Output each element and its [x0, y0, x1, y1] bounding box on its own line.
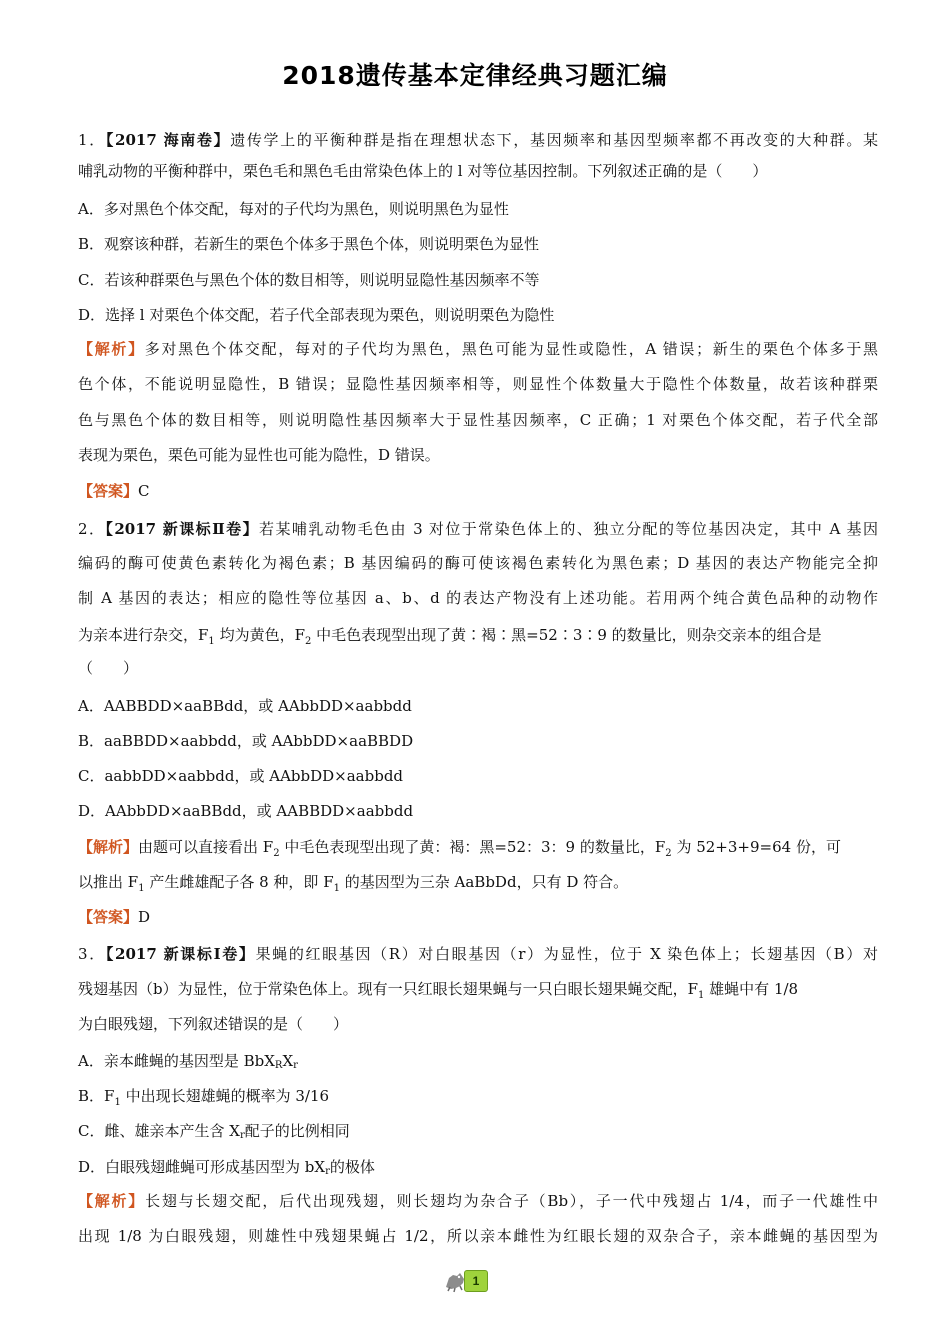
x-chromosome: X [282, 1052, 294, 1070]
q3-stem-text-1: 果蝇的红眼基因（R）对白眼基因（r）为显性，位于 X 染色体上；长翅基因（B）对 [255, 945, 878, 963]
r-subscript: R [274, 1060, 283, 1071]
q3-option-d-text: D．白眼残翅雌蝇可形成基因型为 bX [78, 1158, 326, 1176]
f1-subscript: 1 [114, 1097, 121, 1108]
q3-option-d [78, 1154, 878, 1180]
q2-stem-line-4 [78, 622, 878, 648]
q3-stem-text-2a: 残翅基因（b）为显性，位于常染色体上。现有一只红眼长翅果蝇与一只白眼长翅果蝇交配，F [78, 980, 699, 998]
q1-stem-line-1 [78, 127, 878, 153]
q1-answer-value: C [138, 482, 150, 500]
q3-option-c-text: C．雌、雄亲本产生含 X [78, 1122, 240, 1140]
q2-number: 2． [78, 520, 106, 538]
q2-answer [78, 904, 878, 930]
q3-stem-line-3: 为白眼残翅，下列叙述错误的是（ ） [78, 1015, 349, 1033]
q3-option-b-rest: 中出现长翅雄蝇的概率为 3/16 [125, 1087, 330, 1105]
q2-analysis-text-1b: 中毛色表现型出现了黄：褐：黑=52：3：9 的数量比，F [284, 838, 666, 856]
q3-analysis-line-1 [78, 1188, 878, 1214]
q3-analysis-line-2: 出现 1/8 为白眼残翅，则雄性中残翅果蝇占 1/2，所以亲本雌性为红眼长翅的双杂合子，亲本雌蝇的基因型为 [78, 1227, 878, 1245]
q2-option-b: B．aaBBDD×aabbdd，或 AAbbDD×aaBBDD [78, 732, 414, 750]
q3-option-a-text: A．亲本雌蝇的基因型是 BbX [78, 1052, 275, 1070]
q2-answer-value: D [138, 908, 151, 926]
q1-analysis-line-3: 色与黑色个体的数目相等，则说明隐性基因频率大于显性基因频率，C 正确；1 对栗色个体交配，若子代全部 [78, 411, 878, 429]
f2-subscript: 2 [273, 848, 280, 859]
q3-stem-line-2 [78, 976, 878, 1002]
q2-stem-text-4b: 均为黄色，F [219, 626, 305, 644]
f1-subscript: 1 [333, 883, 340, 894]
r-subscript: r [293, 1060, 298, 1071]
q3-option-a [78, 1048, 878, 1074]
q2-stem-line-3: 制 A 基因的表达；相应的隐性等位基因 a、b、d 的表达产物没有上述功能。若用两个纯合黄色品种的动物作 [78, 589, 878, 607]
q2-stem-line-2: 编码的酶可使黄色素转化为褐色素；B 基因编码的酶可使该褐色素转化为黑色素；D 基因的表达产物能完全抑 [78, 554, 878, 572]
q2-analysis-text-2b: 产生雌雄配子各 8 种，即 F [149, 873, 334, 891]
q2-stem-line-1 [78, 516, 878, 542]
q1-option-d: D．选择 l 对栗色个体交配，若子代全部表现为栗色，则说明栗色为隐性 [78, 306, 555, 324]
f2-subscript: 2 [305, 636, 312, 647]
f1-subscript: 1 [138, 883, 145, 894]
f2-subscript: 2 [665, 848, 672, 859]
q2-analysis-text-1a: 由题可以直接看出 F [138, 838, 274, 856]
r-subscript: r [239, 1130, 245, 1141]
q2-source: 【2017 新课标Ⅱ卷】 [105, 520, 260, 538]
q1-number: 1． [78, 131, 106, 149]
q2-answer-tag: 【答案】 [78, 908, 139, 926]
q3-stem-line-1 [78, 941, 878, 967]
q1-source: 【2017 海南卷】 [105, 131, 231, 149]
q1-analysis-line-4: 表现为栗色，栗色可能为显性也可能为隐性，D 错误。 [78, 446, 440, 464]
q3-option-b-text: B．F [78, 1087, 115, 1105]
q3-analysis-text-1: 长翅与长翅交配，后代出现残翅，则长翅均为杂合子（Bb），子一代中残翅占 1/4，而子一代雄性中 [145, 1192, 878, 1210]
q2-analysis-text-2c: 的基因型为三杂 AaBbDd，只有 D 符合。 [344, 873, 629, 891]
q1-stem-text-1: 遗传学上的平衡种群是指在理想状态下，基因频率和基因型频率都不再改变的大种群。某 [230, 131, 878, 149]
q3-analysis-tag: 【解析】 [78, 1192, 146, 1210]
q1-answer [78, 478, 878, 504]
page-footer [443, 1267, 513, 1295]
r-subscript: r [325, 1166, 330, 1177]
q3-option-c [78, 1118, 878, 1144]
q1-option-c: C．若该种群栗色与黑色个体的数目相等，则说明显隐性基因频率不等 [78, 271, 540, 289]
q3-option-b [78, 1083, 878, 1109]
f1-subscript: 1 [698, 990, 705, 1001]
q1-answer-tag: 【答案】 [78, 482, 139, 500]
q3-option-d-rest: 的极体 [329, 1158, 375, 1176]
q2-stem-text-4c: 中毛色表现型出现了黄∶褐∶黑=52∶3∶9 的数量比，则杂交亲本的组合是 [316, 626, 822, 644]
q1-option-b: B．观察该种群，若新生的栗色个体多于黑色个体，则说明栗色为显性 [78, 235, 540, 253]
q2-stem-line-5: （ ） [78, 659, 139, 677]
q3-number: 3． [78, 945, 106, 963]
q2-option-a: A．AABBDD×aaBBdd，或 AAbbDD×aabbdd [78, 697, 412, 715]
q2-analysis-text-1c: 为 52+3+9=64 份，可 [676, 838, 841, 856]
page-number: 1 [464, 1270, 488, 1292]
q2-analysis-text-2a: 以推出 F [78, 873, 139, 891]
q3-source: 【2017 新课标Ⅰ卷】 [105, 945, 256, 963]
q1-stem-line-2: 哺乳动物的平衡种群中，栗色毛和黑色毛由常染色体上的 l 对等位基因控制。下列叙述正确的是（ ） [78, 162, 768, 180]
q3-stem-text-2b: 雄蝇中有 1/8 [709, 980, 799, 998]
f1-subscript: 1 [208, 636, 215, 647]
q1-option-a: A．多对黑色个体交配，每对的子代均为黑色，则说明黑色为显性 [78, 200, 509, 218]
q1-analysis-line-1 [78, 336, 878, 362]
q3-option-c-rest: 配子的比例相同 [244, 1122, 350, 1140]
q2-option-d: D．AAbbDD×aaBBdd，或 AABBDD×aabbdd [78, 802, 414, 820]
q1-analysis-line-2: 色个体，不能说明显隐性，B 错误；显隐性基因频率相等，则显性个体数量大于隐性个体数量，故若该种群栗 [78, 375, 878, 393]
q1-analysis-tag: 【解析】 [78, 340, 145, 358]
q2-analysis-tag: 【解析】 [78, 838, 139, 856]
q2-analysis-line-2 [78, 869, 878, 895]
q2-analysis-line-1 [78, 834, 878, 860]
q2-option-c: C．aabbDD×aabbdd，或 AAbbDD×aabbdd [78, 767, 404, 785]
page-title: 2018遗传基本定律经典习题汇编 [282, 61, 668, 90]
q1-analysis-text-1: 多对黑色个体交配，每对的子代均为黑色，黑色可能为显性或隐性，A 错误；新生的栗色个体多于黑 [144, 340, 878, 358]
q2-stem-text-4a: 为亲本进行杂交，F [78, 626, 209, 644]
q2-stem-text-1: 若某哺乳动物毛色由 3 对位于常染色体上的、独立分配的等位基因决定，其中 A 基因 [259, 520, 878, 538]
